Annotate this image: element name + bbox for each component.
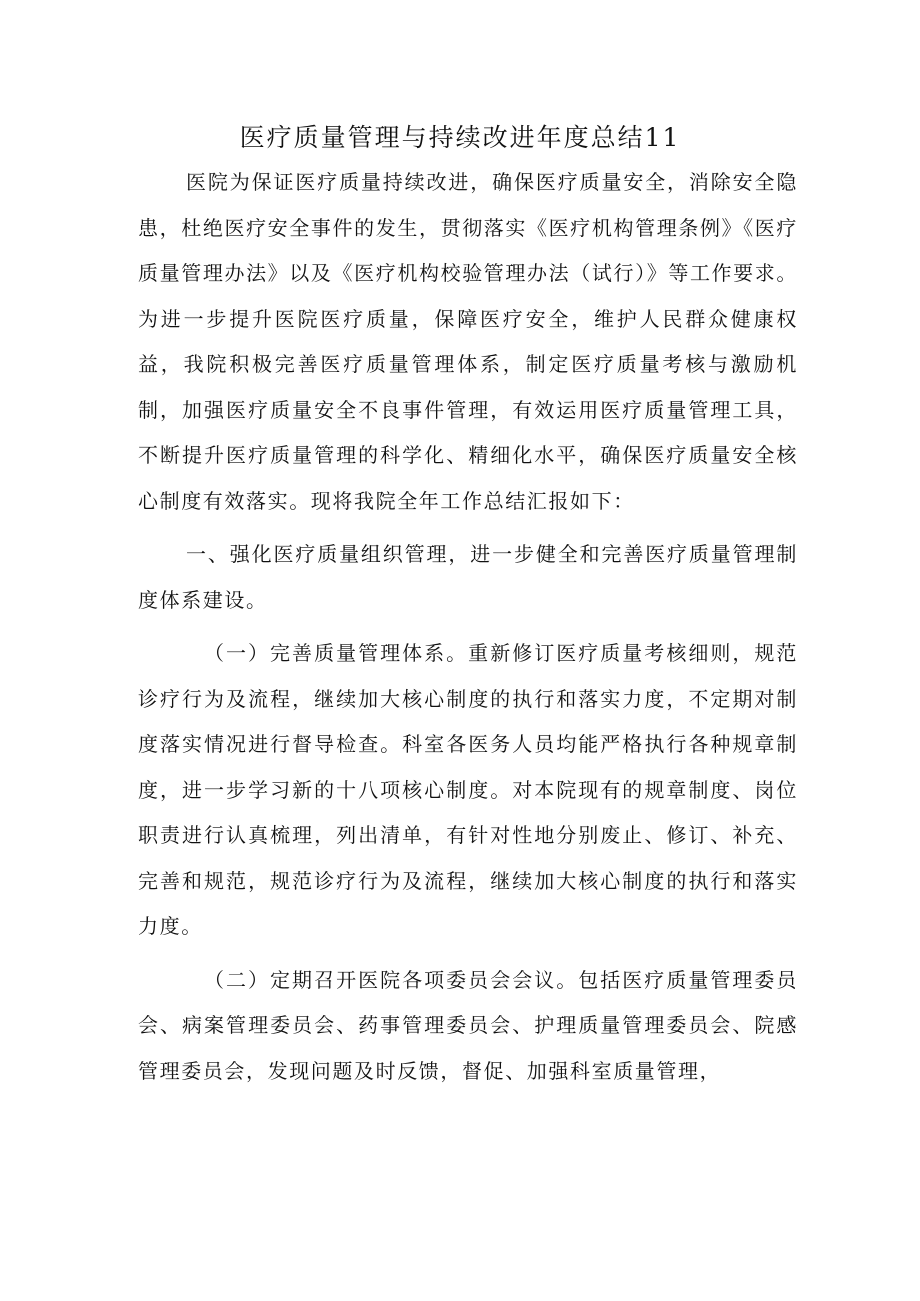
intro-paragraph: 医院为保证医疗质量持续改进，确保医疗质量安全，消除安全隐患，杜绝医疗安全事件的发生，贯彻落实《医疗机构管理条例》《医疗质量管理办法》以及《医疗机构校验管理办法（试行）》等工作要求。为进一步提升医院医疗质量，保障医疗安全，维护人民群众健康权益，我院积极完善医疗质量管理体系，制定医疗质量考核与激励机制，加强医疗质量安全不良事件管理，有效运用医疗质量管理工具，不断提升医疗质量管理的科学化、精细化水平，确保医疗质量安全核心制度有效落实。现将我院全年工作总结汇报如下： — [138, 170, 798, 513]
document-body — [138, 160, 798, 1094]
section-heading-1: 一、强化医疗质量组织管理，进一步健全和完善医疗质量管理制度体系建设。 — [138, 542, 798, 612]
subsection-paragraph-1: （一）完善质量管理体系。重新修订医疗质量考核细则，规范诊疗行为及流程，继续加大核心制度的执行和落实力度，不定期对制度落实情况进行督导检查。科室各医务人员均能严格执行各种规章制度，进一步学习新的十八项核心制度。对本院现有的规章制度、岗位职责进行认真梳理，列出清单，有针对性地分别废止、修订、补充、完善和规范，规范诊疗行为及流程，继续加大核心制度的执行和落实力度。 — [138, 641, 798, 938]
document-title: 医疗质量管理与持续改进年度总结11 — [239, 123, 681, 152]
subsection-paragraph-2: （二）定期召开医院各项委员会会议。包括医疗质量管理委员会、病案管理委员会、药事管理委员会、护理质量管理委员会、院感管理委员会，发现问题及时反馈，督促、加强科室质量管理， — [138, 967, 798, 1083]
